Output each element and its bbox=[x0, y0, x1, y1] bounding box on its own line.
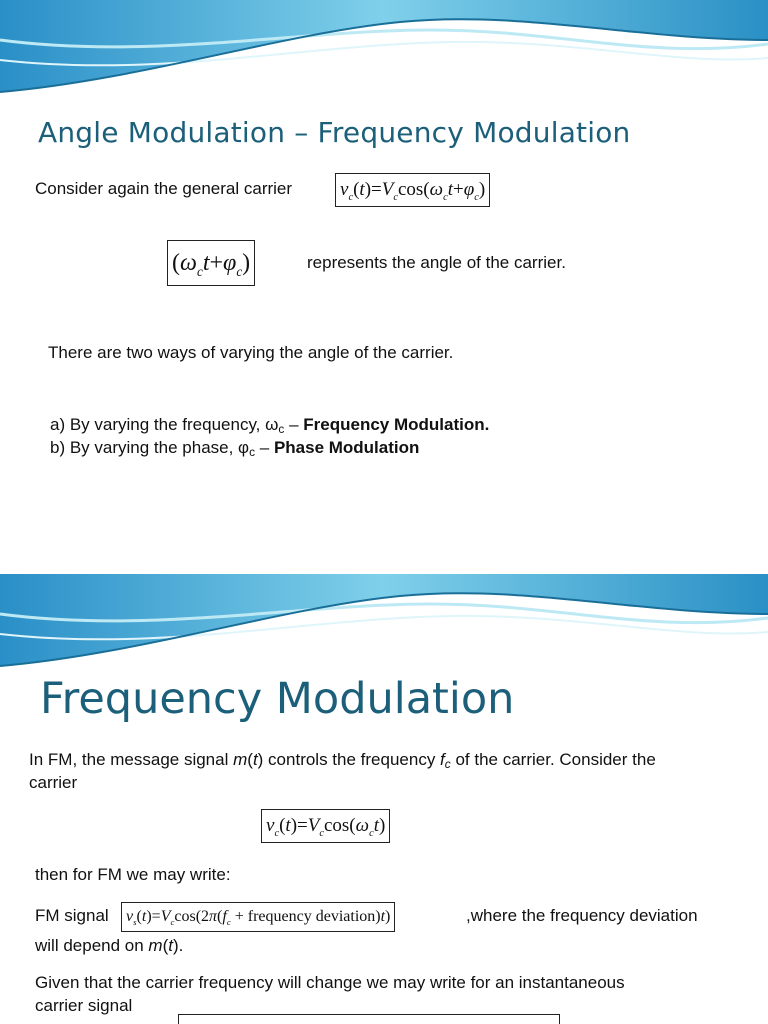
decorative-wave-banner bbox=[0, 0, 768, 110]
slide-frequency-modulation bbox=[0, 574, 768, 1024]
item-a-bold: Frequency Modulation. bbox=[303, 415, 490, 434]
fm-f: f bbox=[440, 750, 445, 769]
item-b-bold: Phase Modulation bbox=[273, 438, 420, 457]
consider-text: Consider again the general carrier bbox=[35, 179, 293, 198]
given-line1: Given that the carrier frequency will change we may write for an instantaneous bbox=[35, 973, 625, 992]
fm-t: t bbox=[252, 750, 258, 769]
depend-text bbox=[35, 935, 183, 957]
item-a-dash: – bbox=[284, 415, 304, 434]
fm-text: of the carrier. Consider the bbox=[450, 750, 656, 769]
fm-m: m bbox=[233, 750, 248, 769]
slide-title: Frequency Modulation bbox=[40, 674, 515, 724]
list-item-phase bbox=[50, 437, 419, 463]
item-a-prefix: a) By varying the frequency, ω bbox=[50, 415, 279, 434]
angle-description: represents the angle of the carrier. bbox=[307, 253, 566, 272]
item-b-subscript: c bbox=[249, 445, 256, 459]
decorative-wave-banner bbox=[0, 574, 768, 684]
depend-m: m bbox=[148, 936, 163, 955]
fm-intro-line2: carrier bbox=[29, 773, 78, 792]
fm-text: ) controls the frequency bbox=[257, 750, 441, 769]
fm-signal-equation: $v_s(t)=V_c\cos(2\pi(f_c$ + frequency deviation)t) bbox=[121, 902, 395, 932]
slide-title: Angle Modulation – Frequency Modulation bbox=[38, 116, 631, 149]
carrier-equation: $v_c(t)=V_c\cos(\omega_ct+\varphi_c)$ bbox=[335, 173, 490, 207]
where-text: ,where the frequency deviation bbox=[466, 906, 698, 925]
depend-close: ). bbox=[173, 936, 184, 955]
item-a-subscript: c bbox=[278, 422, 285, 436]
then-text: then for FM we may write: bbox=[35, 865, 231, 884]
fm-text: In FM, the message signal bbox=[29, 750, 234, 769]
fm-f-subscript: c bbox=[444, 757, 451, 771]
two-ways-text: There are two ways of varying the angle of the carrier. bbox=[48, 343, 454, 362]
item-b-prefix: b) By varying the phase, φ bbox=[50, 438, 250, 457]
depend-t: t bbox=[168, 936, 173, 955]
fm-signal-label: FM signal bbox=[35, 906, 109, 925]
angle-equation: $(\omega_ct+\varphi_c)$ bbox=[167, 240, 255, 286]
fm-intro-line1 bbox=[29, 749, 656, 775]
item-b-dash: – bbox=[255, 438, 274, 457]
fm-paren: ( bbox=[247, 750, 253, 769]
depend-paren: ( bbox=[162, 936, 169, 955]
fm-carrier-equation: $v_c(t)=V_c\cos(\omega_ct)$ bbox=[261, 809, 390, 843]
given-line2: carrier signal bbox=[35, 996, 133, 1015]
partial-equation-box bbox=[178, 1014, 560, 1024]
depend-text-a: will depend on bbox=[35, 936, 149, 955]
